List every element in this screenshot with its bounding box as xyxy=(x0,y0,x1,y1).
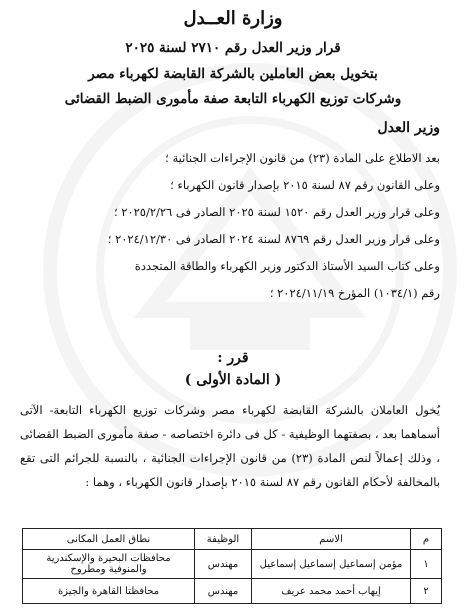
table-cell-name: إيهاب أحمد محمد عريف xyxy=(252,579,411,604)
table-header-number: م xyxy=(411,529,442,550)
preamble-line-5: وعلى كتاب السيد الأستاذ الدكتور وزير الكهرباء والطاقة المتجددة xyxy=(134,259,440,273)
preamble-line-3: وعلى قرار وزير العدل رقم ١٥٢٠ لسنة ٢٠٢٥ الصادر فى ٢٠٢٥/٢/٢٦ ؛ xyxy=(113,205,440,219)
table-cell-job: مهندس xyxy=(195,579,252,604)
table-cell-number: ٢ xyxy=(411,579,442,604)
decree-subject-line-1: بتخويل بعض العاملين بالشركة القابضة لكهرباء مصر xyxy=(88,66,378,82)
table-header-row xyxy=(23,529,442,550)
table-header-scope: نطاق العمل المكانى xyxy=(23,529,195,550)
table-cell-scope: محافظات البحيرة والإسكندرية والمنوفية ومطروح xyxy=(23,550,195,579)
table-cell-scope: محافظتا القاهرة والجيزة xyxy=(23,579,195,604)
table-header-name: الاسم xyxy=(252,529,411,550)
ministry-heading: وزارة العــدل xyxy=(183,8,283,29)
preamble-line-6: رقم (١٠٣٤/١) المؤرخ ٢٠٢٤/١١/١٩ ؛ xyxy=(269,286,440,300)
article-body: يُخول العاملان بالشركة القابضة لكهرباء مصر وشركات توزيع الكهرباء التابعة- الآتى أسماهما بعد ، بصفتهما الوظيفية - كل فى دائرة اختصاصه - صفة مأمورى الضبط القضائى ، وذلك إعمالاً لنص المادة (٢٣) من قانون الإجراءات الجنائية ، بالنسبة للجرائم التى تقع بالمخالفة لأحكام القانون رقم ٨٧ لسنة ٢٠١٥ بإصدار قانون الكهرباء ، وهما : xyxy=(20,403,440,489)
decided-heading: قرر : xyxy=(217,350,249,366)
article-title: ( المادة الأولى ) xyxy=(184,372,282,388)
minister-heading: وزير العدل xyxy=(377,120,440,136)
employees-table xyxy=(22,528,442,604)
table-cell-number: ١ xyxy=(411,550,442,579)
table-row xyxy=(23,550,442,579)
preamble-line-2: وعلى القانون رقم ٨٧ لسنة ٢٠١٥ بإصدار قانون الكهرباء ؛ xyxy=(170,178,440,192)
table-row xyxy=(23,579,442,604)
table-cell-job: مهندس xyxy=(195,550,252,579)
preamble-line-1: بعد الاطلاع على المادة (٢٣) من قانون الإجراءات الجنائية ؛ xyxy=(165,151,440,165)
decree-subject-line-2: وشركات توزيع الكهرباء التابعة صفة مأمورى الضبط القضائى xyxy=(64,91,402,107)
table-header-job: الوظيفة xyxy=(195,529,252,550)
preamble-line-4: وعلى قرار وزير العدل رقم ٨٧٦٩ لسنة ٢٠٢٤ الصادر فى ٢٠٢٤/١٢/٣٠ ؛ xyxy=(107,232,440,246)
decree-title: قرار وزير العدل رقم ٢٧١٠ لسنة ٢٠٢٥ xyxy=(125,40,341,56)
table-cell-name: مؤمن إسماعيل إسماعيل إسماعيل xyxy=(252,550,411,579)
